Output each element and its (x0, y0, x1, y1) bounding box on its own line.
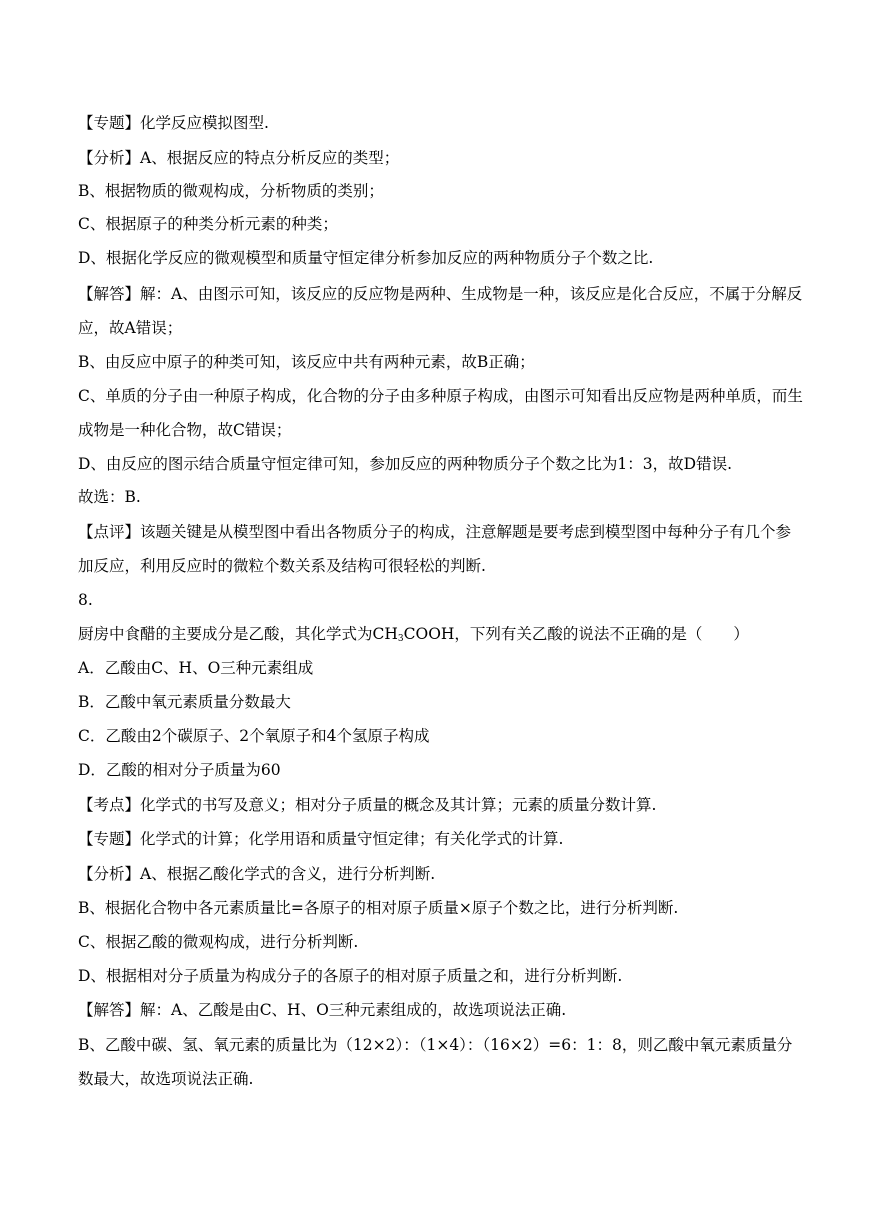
choice-line: 故选：B. (78, 488, 141, 506)
option-a: A．乙酸由C、H、O三种元素组成 (78, 659, 314, 677)
formula-subscript: 3 (397, 634, 404, 644)
answer-b-line-2-cont: 数最大，故选项说法正确. (78, 1070, 254, 1088)
analysis-line: 【分析】A、根据反应的特点分析反应的类型； (78, 149, 400, 167)
question-stem-part1: 厨房中食醋的主要成分是乙酸，其化学式为CH (78, 625, 398, 643)
analysis-d-line: D、根据化学反应的微观模型和质量守恒定律分析参加反应的两种物质分子个数之比. (78, 249, 654, 267)
analysis-c-line: C、根据原子的种类分析元素的种类； (78, 215, 338, 233)
question-number: 8. (78, 591, 93, 609)
option-c: C．乙酸由2个碳原子、2个氧原子和4个氢原子构成 (78, 727, 430, 745)
answer-b-line-2: B、乙酸中碳、氢、氧元素的质量比为（12×2）：（1×4）：（16×2）=6：1：8，则乙酸中氧元素质量分 (78, 1036, 793, 1054)
answer-c-line-cont: 成物是一种化合物，故C错误； (78, 421, 292, 439)
key-points-line: 【考点】化学式的书写及意义；相对分子质量的概念及其计算；元素的质量分数计算. (78, 796, 657, 814)
option-b: B．乙酸中氧元素质量分数最大 (78, 693, 291, 711)
analysis-c-line-2: C、根据乙酸的微观构成，进行分析判断. (78, 933, 359, 951)
answer-line-cont: 应，故A错误； (78, 319, 183, 337)
topic-line-2: 【专题】化学式的计算；化学用语和质量守恒定律；有关化学式的计算. (78, 830, 564, 848)
analysis-b-line-2: B、根据化合物中各元素质量比=各原子的相对原子质量×原子个数之比，进行分析判断. (78, 899, 679, 917)
question-stem (78, 624, 793, 649)
answer-c-line: C、单质的分子由一种原子构成，化合物的分子由多种原子构成，由图示可知看出反应物是两种单质，而生 (78, 387, 803, 405)
option-d: D．乙酸的相对分子质量为60 (78, 761, 281, 779)
answer-b-line: B、由反应中原子的种类可知，该反应中共有两种元素，故B正确； (78, 353, 535, 371)
question-stem-part2: COOH，下列有关乙酸的说法不正确的是（ ） (403, 625, 749, 643)
answer-line-2: 【解答】解：A、乙酸是由C、H、O三种元素组成的，故选项说法正确. (78, 1001, 567, 1019)
answer-line: 【解答】解：A、由图示可知，该反应的反应物是两种、生成物是一种，该反应是化合反应，不属于分解反 (78, 285, 803, 303)
answer-d-line: D、由反应的图示结合质量守恒定律可知，参加反应的两种物质分子个数之比为1：3，故D错误. (78, 455, 733, 473)
comment-line-cont: 加反应，利用反应时的微粒个数关系及结构可很轻松的判断. (78, 557, 486, 575)
analysis-d-line-2: D、根据相对分子质量为构成分子的各原子的相对原子质量之和，进行分析判断. (78, 967, 623, 985)
analysis-b-line: B、根据物质的微观构成，分析物质的类别； (78, 182, 384, 200)
comment-line: 【点评】该题关键是从模型图中看出各物质分子的构成，注意解题是要考虑到模型图中每种分子有几个参 (78, 523, 792, 541)
topic-line: 【专题】化学反应模拟图型. (78, 114, 269, 132)
analysis-line-2: 【分析】A、根据乙酸化学式的含义，进行分析判断. (78, 865, 436, 883)
